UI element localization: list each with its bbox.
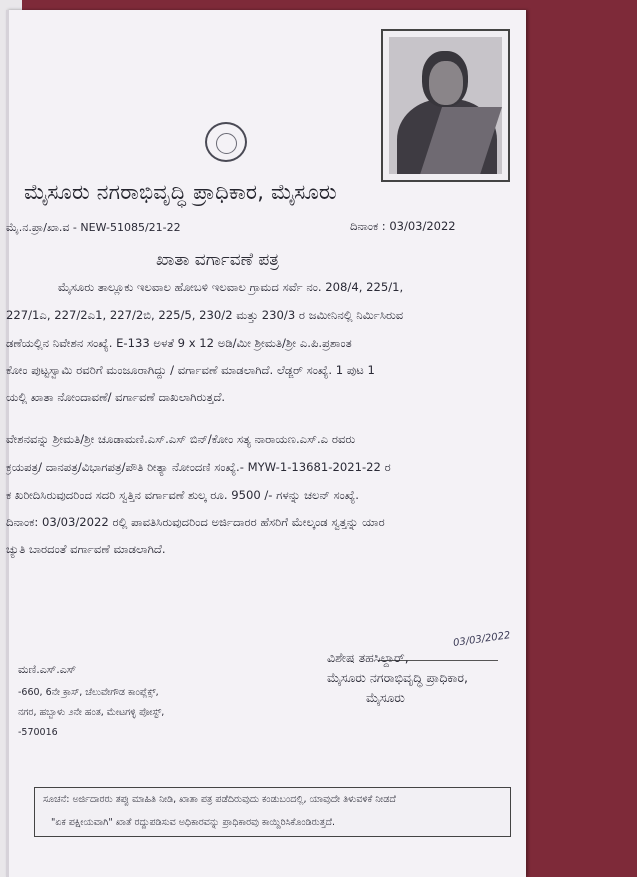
body-line: ದಿನಾಂಕ: 03/03/2022 ರಲ್ಲಿ ಪಾವತಿಸಿರುವುದರಿಂದ ಅರ್ಜಿದಾರರ ಹೆಸರಿಗೆ ಮೇಲ್ಕಂಡ ಸ್ವತ್ತನ್ನು ಯಾರ	[6, 515, 385, 529]
reference-number: ಮೈ.ನ.ಪ್ರಾ/ಖಾ.ವ - NEW-51085/21-22	[6, 221, 181, 234]
body-line: ಕೋಂ ಪುಟ್ಟಸ್ವಾಮಿ ರವರಿಗೆ ಮಂಜೂರಾಗಿದ್ದು / ವರ್ಗಾವಣೆ ಮಾಡಲಾಗಿದೆ. ಲೆಡ್ಜರ್ ಸಂಖ್ಯೆ. 1 ಪುಟ 1	[6, 363, 375, 377]
emblem-seal-icon	[205, 122, 247, 162]
applicant-photo	[381, 29, 510, 182]
document-heading: ಖಾತಾ ವರ್ಗಾವಣೆ ಪತ್ರ	[156, 250, 280, 270]
khata-document	[6, 10, 526, 877]
designation-office: ಮೈಸೂರು ನಗರಾಭಿವೃದ್ಧಿ ಪ್ರಾಧಿಕಾರ,	[327, 670, 469, 685]
designation-title: ವಿಶೇಷ ತಹಸಿಲ್ದಾರ್,	[327, 650, 409, 665]
body-line: ಡಣೆಯಲ್ಲಿನ ನಿವೇಶನ ಸಂಖ್ಯೆ. E-133 ಅಳತೆ 9 x 12 ಅಡಿ/ಮೀ ಶ್ರೀಮತಿ/ಶ್ರೀ ಎ.ಪಿ.ಪ್ರಶಾಂತ	[6, 336, 352, 350]
recipient-address-line: ನಗರ, ಹಬ್ಬಾಳು ೨ನೇ ಹಂತ, ಮೇಟಗಳ್ಳಿ ಪೋಸ್ಟ್,	[18, 707, 165, 718]
body-line: ಕ ಖರೀದಿಸಿರುವುದರಿಂದ ಸದರಿ ಸ್ವತ್ತಿನ ವರ್ಗಾವಣೆ ಶುಲ್ಕ ರೂ. 9500 /- ಗಳನ್ನು ಚಲನ್ ಸಂಖ್ಯೆ.	[6, 488, 359, 502]
notice-line: ಸೂಚನೆ: ಅರ್ಜಿದಾರರು ತಪ್ಪು ಮಾಹಿತಿ ನೀಡಿ, ಖಾತಾ ಪತ್ರ ಪಡೆದಿರುವುದು ಕಂಡುಬಂದಲ್ಲಿ, ಯಾವುದೇ ತಿಳುವಳಿಕೆ ನೀಡದೆ	[43, 794, 396, 805]
authority-title: ಮೈಸೂರು ನಗರಾಭಿವೃದ್ಧಿ ಪ್ರಾಧಿಕಾರ, ಮೈಸೂರು	[24, 180, 337, 204]
signature-date: 03/03/2022	[452, 630, 512, 649]
body-line: ಮೈಸೂರು ತಾಲ್ಲೂಕು ಇಲವಾಲ ಹೋಬಳಿ ಇಲವಾಲ ಗ್ರಾಮದ ಸರ್ವೆ ನಂ. 208/4, 225/1,	[58, 280, 404, 294]
designation-city: ಮೈಸೂರು	[366, 690, 405, 705]
document-date: ದಿನಾಂಕ : 03/03/2022	[350, 219, 456, 233]
body-line: ಕ್ರಯಪತ್ರ/ ದಾನಪತ್ರ/ವಿಭಾಗಪತ್ರ/ಪೌತಿ ರೀತ್ಯಾ ನೋಂದಣಿ ಸಂಖ್ಯೆ.- MYW-1-13681-2021-22 ರ	[6, 460, 391, 474]
recipient-address-line: -660, 6ನೇ ಕ್ರಾಸ್, ಚೆಲುವೇಗೌಡ ಕಾಂಪ್ಲೆಕ್ಸ್,	[18, 687, 159, 698]
body-line: ಚ್ಯುತಿ ಬಾರದಂತೆ ವರ್ಗಾವಣೆ ಮಾಡಲಾಗಿದೆ.	[6, 542, 166, 556]
notice-line: "ಏಕ ಪಕ್ಷೀಯವಾಗಿ" ಖಾತೆ ರದ್ದುಪಡಿಸುವ ಅಧಿಕಾರವನ್ನು ಪ್ರಾಧಿಕಾರವು ಕಾಯ್ದಿರಿಸಿಕೊಂಡಿರುತ್ತದೆ.	[51, 817, 336, 828]
body-line: ವೇಶನವನ್ನು ಶ್ರೀಮತಿ/ಶ್ರೀ ಚೂಡಾಮಣಿ.ಎಸ್.ಎಸ್ ಬಿನ್/ಕೋಂ ಸತ್ಯ ನಾರಾಯಣ.ಎಸ್.ಎ ರವರು	[6, 432, 356, 446]
body-line: 227/1ಎ, 227/2ಎ1, 227/2ಬಿ, 225/5, 230/2 ಮತ್ತು 230/3 ರ ಜಮೀನಿನಲ್ಲಿ ನಿರ್ಮಿಸಿರುವ	[6, 308, 404, 322]
notice-box	[34, 787, 511, 837]
recipient-name: ಮಣಿ.ಎಸ್.ಎಸ್	[18, 663, 77, 676]
body-line: ಯಲ್ಲಿ ಖಾತಾ ನೋಂದಾವಣೆ/ ವರ್ಗಾವಣೆ ದಾಖಲಾಗಿರುತ್ತದೆ.	[6, 390, 226, 404]
recipient-pincode: -570016	[18, 727, 58, 738]
